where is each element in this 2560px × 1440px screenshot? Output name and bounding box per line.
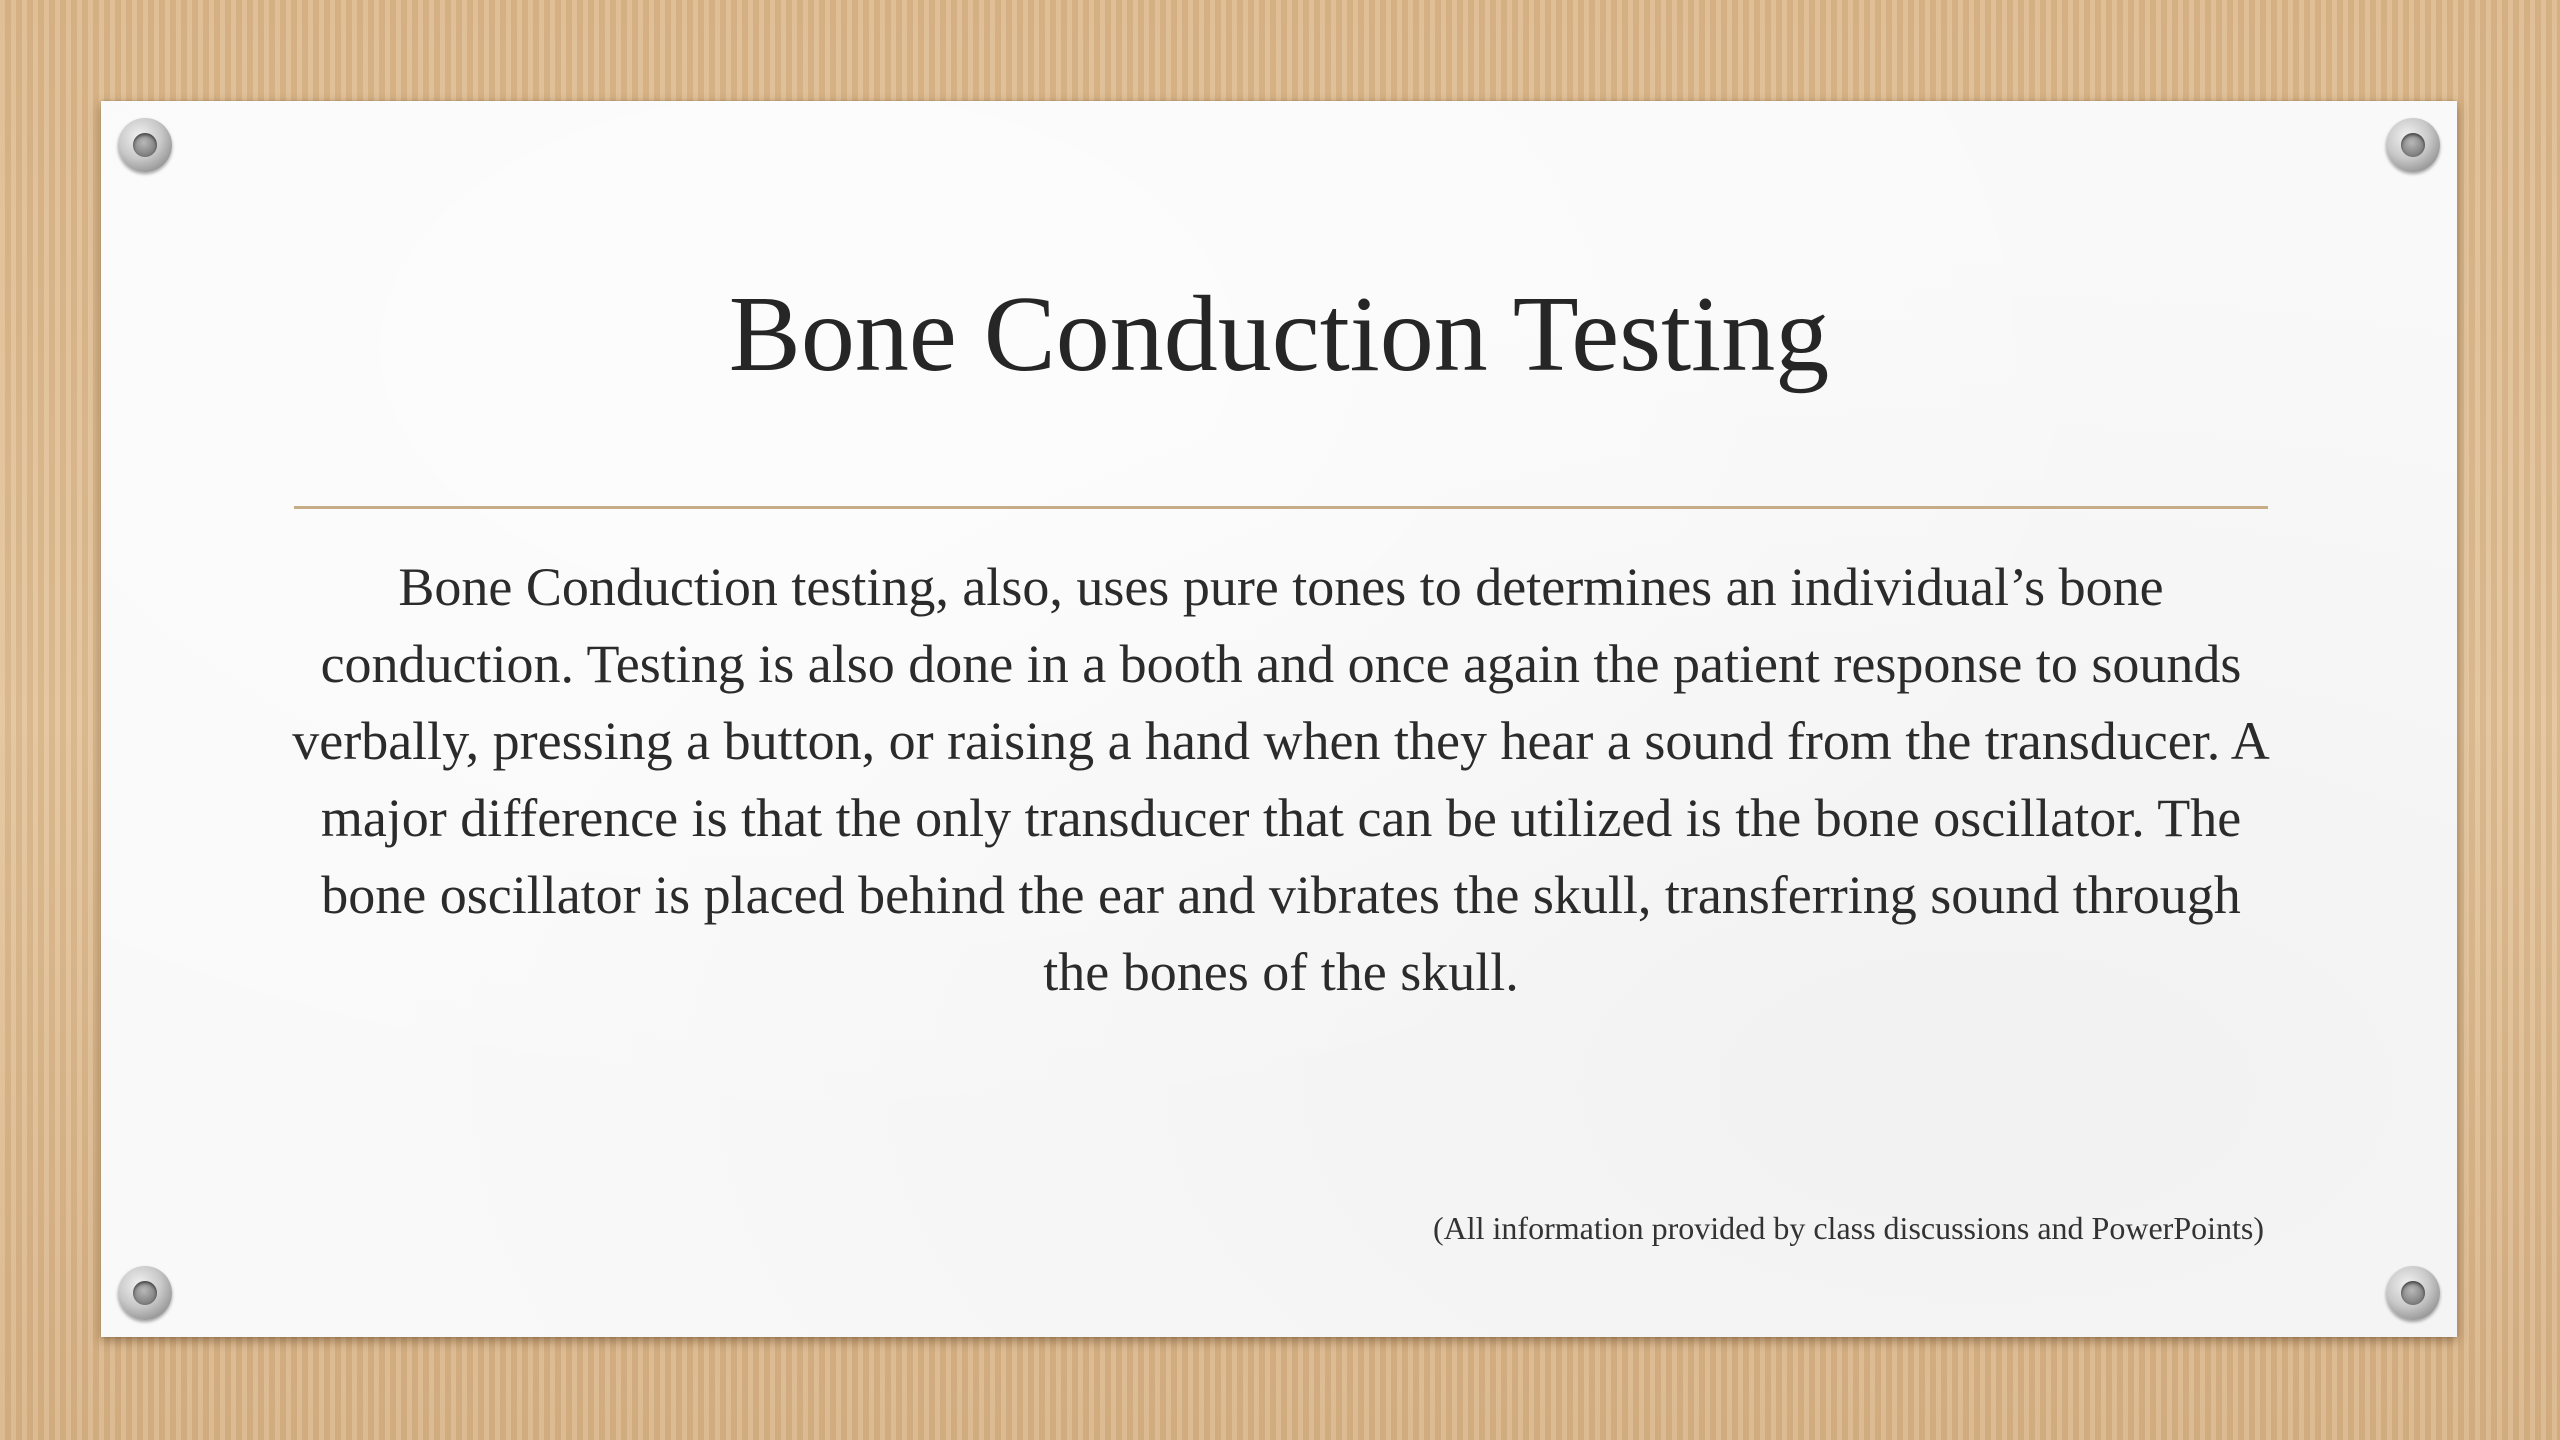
slide-body-text: Bone Conduction testing, also, uses pure tones to determines an individual’s bone conduction. Testing is also done in a booth and once again the patient response to sounds verbally, pressing a button, or raising a hand when they hear a sound from the transducer. A major difference is that the only transducer that can be utilized is the bone oscillator. The bone oscillator is placed behind the ear and vibrates the skull, transferring sound through the bones of the skull.: [292, 557, 2270, 1002]
title-divider: [294, 506, 2268, 509]
grommet-icon: [2386, 1266, 2440, 1320]
slide-footnote: (All information provided by class discussions and PowerPoints): [1432, 1210, 2264, 1246]
grommet-icon: [118, 118, 172, 172]
grommet-icon: [2386, 118, 2440, 172]
grommet-icon: [118, 1266, 172, 1320]
slide-title: Bone Conduction Testing: [728, 275, 1830, 394]
slide-paper: [101, 101, 2457, 1337]
